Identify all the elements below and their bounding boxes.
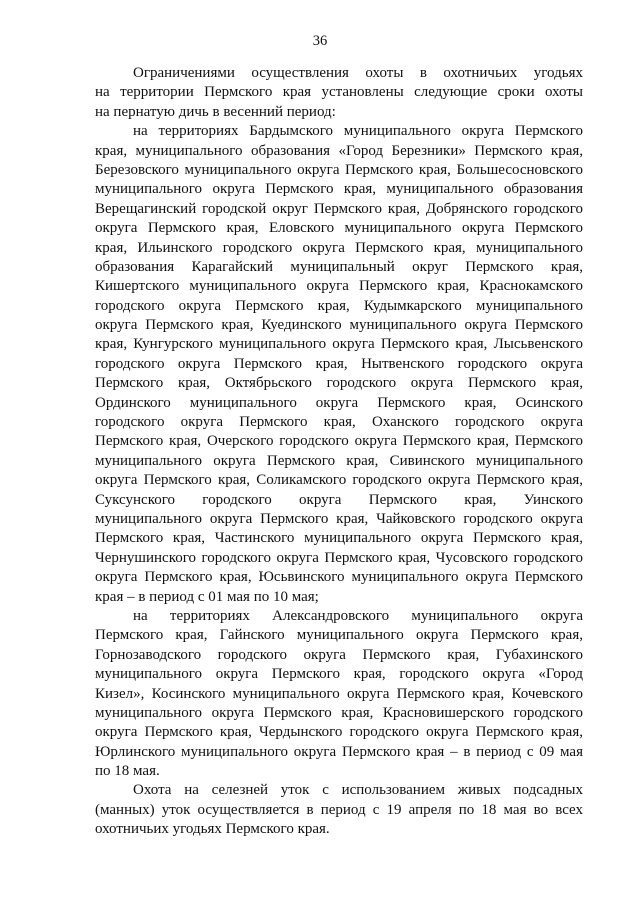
page-number: 36 [312,33,328,49]
text-line: охотничьих угодьях Пермского края. [95,821,330,838]
paragraph-intro [95,64,583,122]
text-line: округа Пермского края, Еловского муниципального округа Пермского [95,220,583,237]
text-line: муниципального округа Пермского края, городского округа «Город [95,666,583,683]
text-line: городского округа Пермского края, Нытвенского городского округа [95,355,583,372]
text-line: округа Пермского края, Соликамского городского округа Пермского края, [95,472,583,489]
text-line: края – в период с 01 мая по 10 мая; [95,588,319,605]
text-line: Пермского края, Очерского городского округа Пермского края, Пермского [95,433,583,450]
text-line: Горнозаводского городского округа Пермского края, Губахинского [95,646,583,663]
text-line: на территориях Александровского муниципального округа [133,607,583,624]
text-line: Березовского муниципального округа Пермского края, Большесосновского [95,161,583,178]
text-line: края, Ильинского городского округа Пермского края, муниципального [95,239,583,256]
text-line: (манных) уток осуществляется в период с 19 апреля по 18 мая во всех [95,801,583,818]
text-line: муниципального округа Пермского края, Чайковского городского округа [95,510,583,527]
text-line: края, Кунгурского муниципального округа Пермского края, Лысьвенского [95,336,583,353]
text-line: образования Карагайский муниципальный округ Пермского края, [95,258,583,275]
text-line: по 18 мая. [95,763,160,780]
paragraph-territories-may-9-18 [95,607,583,782]
text-line: Пермского края, Гайнского муниципального округа Пермского края, [95,627,583,644]
text-line: округа Пермского края, Чердынского городского округа Пермского края, [95,724,583,741]
text-line: Пермского края, Частинского муниципального округа Пермского края, [95,530,583,547]
text-line: городского округа Пермского края, Кудымкарского муниципального [95,297,583,314]
text-line: Чернушинского городского округа Пермского края, Чусовского городского [95,549,583,566]
text-line: Ограничениями осуществления охоты в охотничьих угодьях [133,65,583,81]
text-line: округа Пермского края, Куединского муниципального округа Пермского [95,317,583,334]
text-line: на пернатую дичь в весенний период: [95,103,336,120]
text-line: Суксунского городского округа Пермского края, Уинского [95,491,583,508]
text-line: на территории Пермского края установлены следующие сроки охоты [95,84,583,101]
text-line: Кизел», Косинского муниципального округа Пермского края, Кочевского [95,685,583,702]
text-line: Ординского муниципального округа Пермского края, Осинского [95,394,583,411]
paragraph-drakes-hunting [95,781,583,839]
text-line: муниципального округа Пермского края, Сивинского муниципального [95,452,583,469]
text-line: муниципального округа Пермского края, Красновишерского городского [95,704,583,721]
text-line: края, муниципального образования «Город Березники» Пермского края, [95,142,583,159]
text-line: Охота на селезней уток с использованием живых подсадных [133,782,583,799]
text-line: Верещагинский городской округ Пермского края, Добрянского городского [95,200,583,217]
text-line: Юрлинского муниципального округа Пермского края – в период с 09 мая [95,743,583,760]
paragraph-territories-may-1-10 [95,122,583,607]
text-line: округа Пермского края, Юсьвинского муниципального округа Пермского [95,569,583,586]
document-body [95,64,583,840]
text-line: городского округа Пермского края, Оханского городского округа [95,414,583,431]
text-line: муниципального округа Пермского края, муниципального образования [95,181,583,198]
text-line: Пермского края, Октябрьского городского округа Пермского края, [95,375,583,392]
text-line: Кишертского муниципального округа Пермского края, Краснокамского [95,278,583,295]
text-line: на территориях Бардымского муниципального округа Пермского [133,123,583,140]
